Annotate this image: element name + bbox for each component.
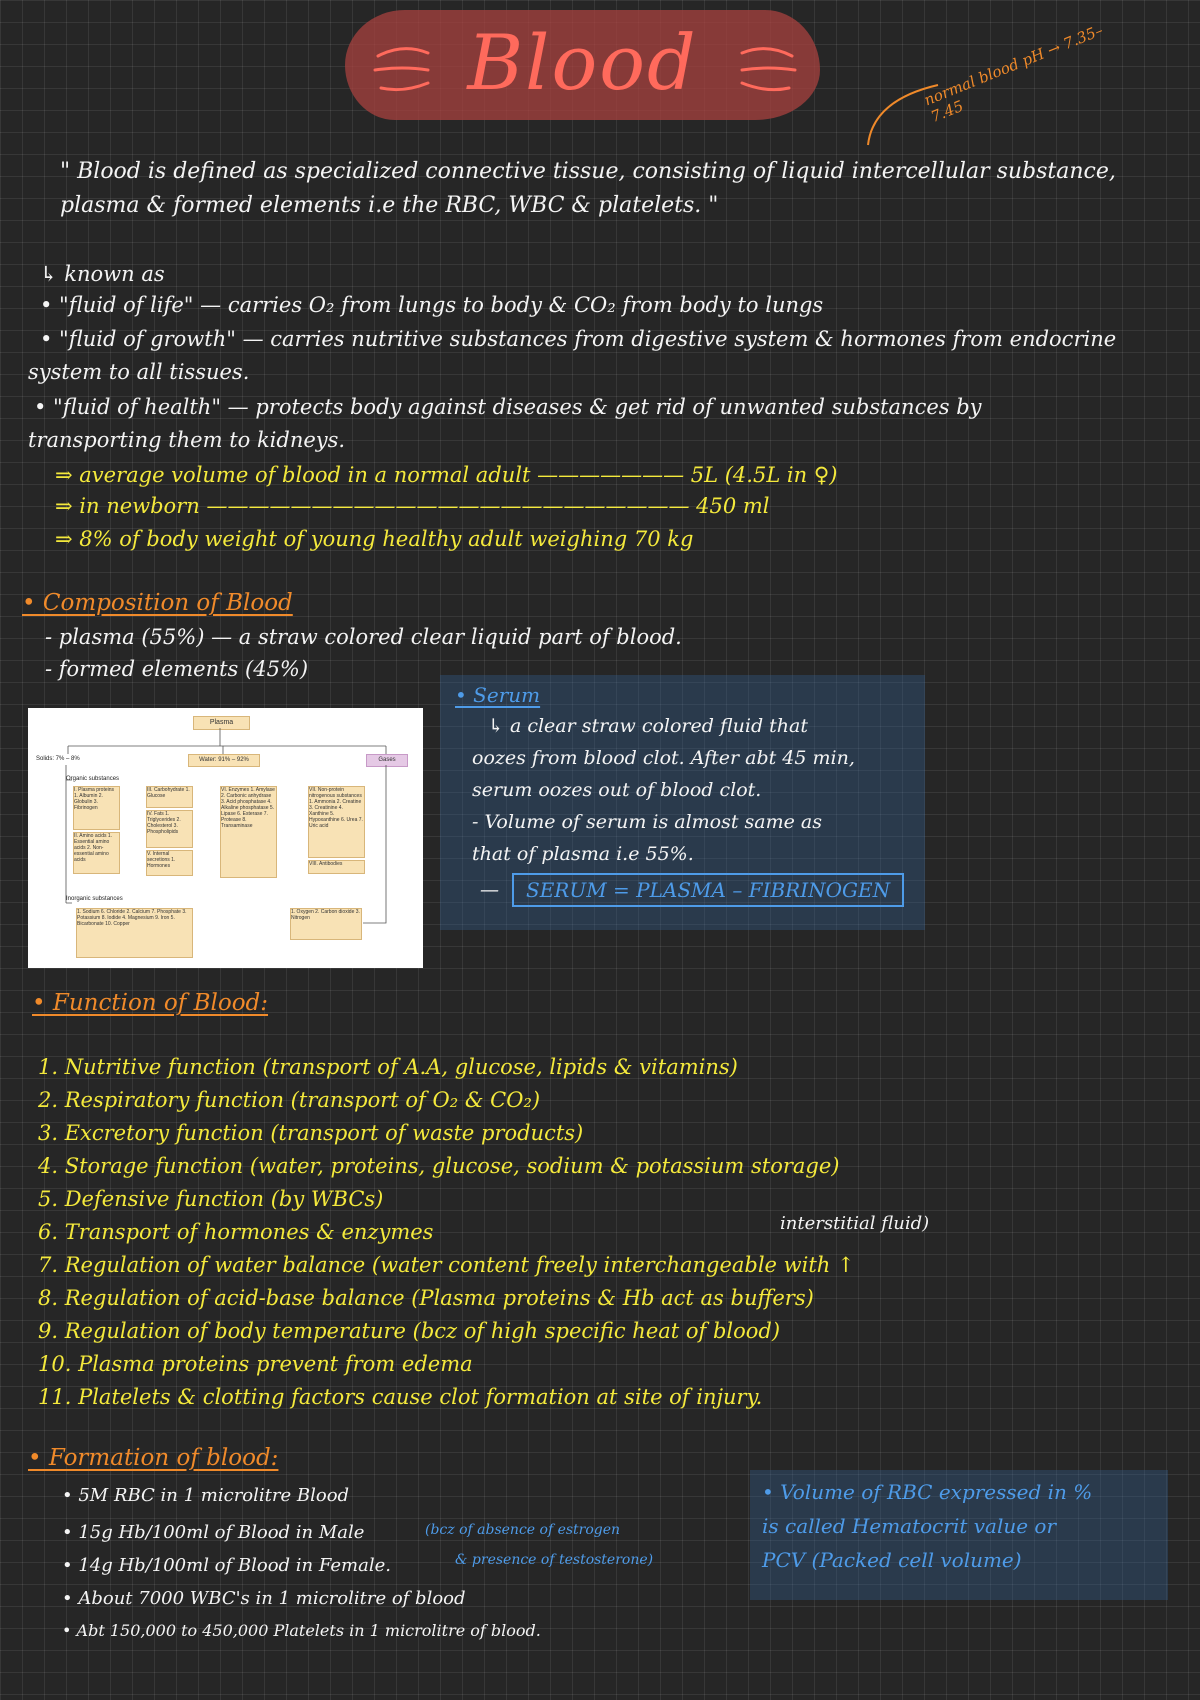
ph-note: normal blood pH → 7.35–7.45	[921, 21, 1106, 126]
title-flourish-right	[737, 38, 797, 98]
diagram-box: VII. Non-protein nitrogenous substances 1. Ammonia 2. Creatine 3. Creatinine 4. Xanthine 5. Hypoxanthine 6. Urea 7. Uric acid	[308, 786, 365, 858]
serum-formula: SERUM = PLASMA – FIBRINOGEN	[512, 873, 904, 907]
page-title: Blood	[467, 18, 698, 107]
diagram-box: II. Amino acids 1. Essential amino acids 2. Non-essential amino acids	[73, 832, 120, 874]
hematocrit-line: is called Hematocrit value or	[762, 1514, 1057, 1538]
formation-note-male: (bcz of absence of estrogen	[425, 1522, 621, 1538]
serum-text: - Volume of serum is almost same as	[472, 811, 822, 833]
diagram-water: Water: 91% – 92%	[188, 754, 260, 767]
diagram-box: I. Plasma proteins 1. Albumin 2. Globulin 3. Fibrinogen	[73, 786, 120, 830]
definition: " Blood is defined as specialized connective tissue, consisting of liquid intercellular substance, plasma & formed elements i.e the RBC, WBC & platelets. "	[60, 159, 1116, 218]
composition-diagram	[28, 708, 423, 968]
function-item: 10. Plasma proteins prevent from edema	[38, 1352, 473, 1376]
function-item: 8. Regulation of acid-base balance (Plasma proteins & Hb act as buffers)	[38, 1286, 814, 1310]
composition-plasma-text: - plasma (55%) — a straw colored clear liquid part of blood.	[45, 625, 682, 649]
formation-item: • Abt 150,000 to 450,000 Platelets in 1 microlitre of blood.	[62, 1621, 541, 1640]
list-item: • "fluid of health" — protects body against diseases & get rid of unwanted substances by	[34, 395, 982, 419]
title-banner	[345, 10, 820, 120]
function-item: 11. Platelets & clotting factors cause clot formation at site of injury.	[38, 1385, 763, 1409]
volume-adult: ⇒ average volume of blood in a normal adult ——————— 5L (4.5L in ♀)	[55, 463, 838, 487]
diagram-box: V. Internal secretions 1. Hormones	[146, 850, 193, 876]
diagram-box: 1. Sodium 6. Chloride 2. Calcium 7. Phosphate 3. Potassium 8. Iodide 4. Magnesium 9. Iron 5. Bicarbonate 10. Copper	[76, 908, 193, 958]
function-item: 7. Regulation of water balance (water content freely interchangeable with ↑	[38, 1253, 855, 1277]
diagram-box: III. Carbohydrate 1. Glucose	[146, 786, 193, 808]
function-item: 9. Regulation of body temperature (bcz of high specific heat of blood)	[38, 1319, 781, 1343]
diagram-plasma: Plasma	[193, 716, 250, 730]
diagram-box: VI. Enzymes 1. Amylase 2. Carbonic anhydrase 3. Acid phosphatase 4. Alkaline phosphatase 5. Lipase 6. Esterase 7. Protease 8. Transaminase	[220, 786, 277, 878]
function-item: 6. Transport of hormones & enzymes	[38, 1220, 434, 1244]
serum-text: oozes from blood clot. After abt 45 min,	[472, 747, 855, 769]
list-item: • "fluid of growth" — carries nutritive substances from digestive system & hormones from endocrine	[40, 327, 1117, 351]
serum-text: serum oozes out of blood clot.	[472, 779, 762, 801]
diagram-connectors	[28, 708, 423, 968]
formation-item: • About 7000 WBC's in 1 microlitre of blood	[62, 1588, 466, 1609]
function-heading: • Function of Blood:	[32, 990, 269, 1016]
interstitial-note: interstitial fluid)	[780, 1213, 930, 1234]
diagram-box: IV. Fats 1. Triglycerides 2. Cholesterol 3. Phospholipids	[146, 810, 193, 848]
list-item: system to all tissues.	[28, 360, 250, 384]
formation-item: • 14g Hb/100ml of Blood in Female.	[62, 1555, 391, 1576]
formation-item: • 15g Hb/100ml of Blood in Male	[62, 1522, 365, 1543]
diagram-solids: Solids: 7% – 8%	[36, 756, 80, 762]
hematocrit-line: PCV (Packed cell volume)	[762, 1548, 1022, 1572]
function-item: 1. Nutritive function (transport of A.A, glucose, lipids & vitamins)	[38, 1055, 738, 1079]
diagram-organic: Organic substances	[66, 776, 120, 782]
formation-heading: • Formation of blood:	[28, 1445, 279, 1471]
title-flourish-left	[373, 38, 433, 98]
serum-note	[440, 675, 925, 930]
formation-note-female: & presence of testosterone)	[455, 1552, 654, 1568]
composition-heading: • Composition of Blood	[22, 590, 293, 616]
list-item: • "fluid of life" — carries O₂ from lungs to body & CO₂ from body to lungs	[40, 293, 824, 317]
function-item: 5. Defensive function (by WBCs)	[38, 1187, 384, 1211]
composition-plasma	[45, 625, 682, 649]
function-item: 4. Storage function (water, proteins, glucose, sodium & potassium storage)	[38, 1154, 840, 1178]
diagram-gases: Gases	[366, 754, 408, 767]
diagram-box: 1. Oxygen 2. Carbon dioxide 3. Nitrogen	[290, 908, 362, 940]
hematocrit-line: • Volume of RBC expressed in %	[762, 1480, 1093, 1504]
diagram-inorganic: Inorganic substances	[66, 896, 123, 902]
serum-text: that of plasma i.e 55%.	[472, 843, 694, 865]
function-item: 2. Respiratory function (transport of O₂ & CO₂)	[38, 1088, 541, 1112]
known-as-heading: ↳ known as	[40, 262, 165, 286]
volume-body-weight: ⇒ 8% of body weight of young healthy adult weighing 70 kg	[55, 527, 694, 551]
composition-formed: - formed elements (45%)	[45, 657, 309, 681]
function-item: 3. Excretory function (transport of waste products)	[38, 1121, 584, 1145]
list-item: transporting them to kidneys.	[28, 428, 346, 452]
serum-text: ↳ a clear straw colored fluid that	[488, 715, 808, 737]
hematocrit-note	[750, 1470, 1168, 1600]
formation-item: • 5M RBC in 1 microlitre Blood	[62, 1485, 350, 1506]
volume-newborn: ⇒ in newborn ——————————————————————— 450 ml	[55, 494, 770, 518]
serum-heading: • Serum	[455, 683, 541, 707]
serum-dash: —	[480, 879, 499, 901]
diagram-box: VIII. Antibodies	[308, 860, 365, 874]
